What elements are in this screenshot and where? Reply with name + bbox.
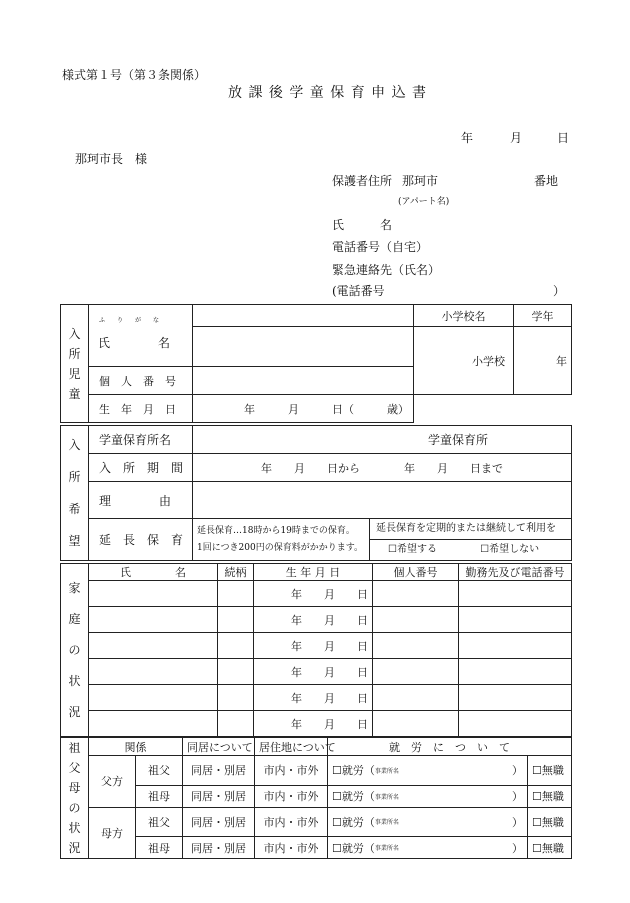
gp-relation: 祖父 xyxy=(136,756,183,786)
gp-cohabit-choice[interactable]: 同居・別居 xyxy=(183,837,255,859)
gp-residence-choice[interactable]: 市内・市外 xyxy=(255,807,328,837)
personal-no-field[interactable] xyxy=(193,367,414,395)
family-personal-no-field[interactable] xyxy=(373,659,459,685)
gp-work-field[interactable] xyxy=(328,837,528,859)
grandparents-section-label: 祖父母の状況 xyxy=(61,738,89,859)
grandparents-table xyxy=(60,737,572,859)
gp-work-close: ） xyxy=(512,764,523,778)
extension-question: 延長保育を定期的または継続して利用を xyxy=(370,519,571,540)
period-label: 入 所 期 間 xyxy=(89,454,193,482)
gp-cohabit-choice[interactable]: 同居・別居 xyxy=(183,756,255,786)
family-workplace-field[interactable] xyxy=(459,659,572,685)
family-birth-field[interactable]: 年 月 日 xyxy=(254,685,373,711)
gp-work-checkbox[interactable]: ☐就労（ xyxy=(332,815,375,829)
gp-work-small: 事業所名 xyxy=(374,767,399,775)
gp-none-checkbox[interactable]: ☐無職 xyxy=(528,837,572,859)
apartment-label: (アパート名) xyxy=(398,197,450,207)
school-field[interactable] xyxy=(414,327,514,395)
gp-cohabit-choice[interactable]: 同居・別居 xyxy=(183,785,255,807)
family-name-field[interactable] xyxy=(89,685,218,711)
child-name-label: 氏 名 xyxy=(98,336,171,350)
gp-work-small: 事業所名 xyxy=(374,845,399,852)
family-header-birth: 生 年 月 日 xyxy=(254,564,373,581)
gp-relation: 祖母 xyxy=(136,837,183,859)
family-personal-no-field[interactable] xyxy=(373,633,459,659)
family-birth-field[interactable]: 年 月 日 xyxy=(254,607,373,633)
gp-header-relation: 関係 xyxy=(89,738,183,756)
gp-header-cohabit: 同居について xyxy=(183,738,255,756)
school-suffix: 小学校 xyxy=(472,354,505,368)
extension-note-1: 延長保育…18時から19時までの保育。 xyxy=(197,525,355,536)
gp-residence-choice[interactable]: 市内・市外 xyxy=(255,837,328,859)
gp-relation: 祖母 xyxy=(136,785,183,807)
club-field[interactable]: 学童保育所 xyxy=(193,426,572,454)
gp-work-close: ） xyxy=(512,790,523,803)
phone-label: 電話番号（自宅） xyxy=(332,240,429,254)
addressee: 那珂市長 様 xyxy=(75,152,148,166)
family-personal-no-field[interactable] xyxy=(373,711,459,737)
birth-field[interactable]: 年 月 日（ 歳） xyxy=(193,395,414,423)
wish-table xyxy=(60,425,572,561)
form-title: 放 課 後 学 童 保 育 申 込 書 xyxy=(228,85,428,101)
family-row xyxy=(61,711,572,737)
family-name-field[interactable] xyxy=(89,633,218,659)
family-section-label: 家庭の状況 xyxy=(61,564,89,737)
school-header: 小学校名 xyxy=(414,305,514,327)
family-relation-field[interactable] xyxy=(218,633,254,659)
gp-work-field[interactable] xyxy=(328,807,528,837)
family-workplace-field[interactable] xyxy=(459,685,572,711)
family-relation-field[interactable] xyxy=(218,659,254,685)
child-name-field[interactable] xyxy=(193,327,414,367)
reason-label: 理 由 xyxy=(89,482,193,519)
emergency-phone-close: ） xyxy=(553,284,566,298)
family-personal-no-field[interactable] xyxy=(373,607,459,633)
family-name-field[interactable] xyxy=(89,711,218,737)
extension-yes-checkbox[interactable]: ☐希望する xyxy=(388,544,437,555)
child-section-label: 入所児童 xyxy=(61,305,89,423)
date-month: 月 xyxy=(510,131,523,145)
family-birth-field[interactable]: 年 月 日 xyxy=(254,711,373,737)
address-banchi: 番地 xyxy=(534,174,559,188)
grade-header: 学年 xyxy=(514,305,572,327)
family-row xyxy=(61,607,572,633)
family-table xyxy=(60,563,572,737)
extension-note xyxy=(193,519,370,561)
address-city: 那珂市 xyxy=(402,174,439,188)
child-table xyxy=(60,304,572,423)
grade-field[interactable] xyxy=(514,327,572,395)
gp-work-field[interactable] xyxy=(328,785,528,807)
date-year: 年 xyxy=(461,131,474,145)
gp-relation: 祖父 xyxy=(136,807,183,837)
family-header-personal-no: 個人番号 xyxy=(373,564,459,581)
family-relation-field[interactable] xyxy=(218,711,254,737)
period-field[interactable]: 年 月 日から 年 月 日まで xyxy=(193,454,572,482)
grade-suffix: 年 xyxy=(556,354,567,368)
gp-work-small: 事業所名 xyxy=(374,819,399,827)
gp-work-small: 事業所名 xyxy=(374,793,399,801)
wish-section-label: 入所希望 xyxy=(61,426,89,561)
gp-work-checkbox[interactable]: ☐就労（ xyxy=(332,764,375,778)
emergency-label: 緊急連絡先（氏名） xyxy=(332,263,441,277)
gp-work-field[interactable] xyxy=(328,756,528,786)
family-header-name: 氏 名 xyxy=(89,564,218,581)
personal-no-label: 個 人 番 号 xyxy=(89,367,193,395)
club-label: 学童保育所名 xyxy=(89,426,193,454)
applicant-name-label: 氏 名 xyxy=(332,218,393,232)
family-workplace-field[interactable] xyxy=(459,607,572,633)
gp-residence-choice[interactable]: 市内・市外 xyxy=(255,785,328,807)
reason-field[interactable] xyxy=(193,482,572,519)
furigana-field[interactable] xyxy=(193,305,414,327)
family-name-field[interactable] xyxy=(89,581,218,607)
family-row xyxy=(61,581,572,607)
extension-label: 延 長 保 育 xyxy=(89,519,193,561)
family-row xyxy=(61,633,572,659)
family-name-field[interactable] xyxy=(89,659,218,685)
extension-note-2: 1回につき200円の保育料がかかります。 xyxy=(197,542,364,553)
family-relation-field[interactable] xyxy=(218,581,254,607)
family-personal-no-field[interactable] xyxy=(373,685,459,711)
gp-work-close: ） xyxy=(512,841,523,855)
date-day: 日 xyxy=(557,131,570,145)
gp-cohabit-choice[interactable]: 同居・別居 xyxy=(183,807,255,837)
family-header-relation: 続柄 xyxy=(218,564,254,581)
emergency-phone-label: (電話番号 xyxy=(332,284,385,298)
gp-residence-choice[interactable]: 市内・市外 xyxy=(255,756,328,786)
family-relation-field[interactable] xyxy=(218,607,254,633)
family-header-workplace: 勤務先及び電話番号 xyxy=(459,564,572,581)
address-label: 保護者住所 xyxy=(332,174,393,188)
family-relation-field[interactable] xyxy=(218,685,254,711)
family-birth-field[interactable]: 年 月 日 xyxy=(254,581,373,607)
extension-no-checkbox[interactable]: ☐希望しない xyxy=(480,544,540,555)
family-birth-field[interactable]: 年 月 日 xyxy=(254,633,373,659)
family-row xyxy=(61,685,572,711)
birth-label: 生 年 月 日 xyxy=(89,395,193,423)
gp-none-checkbox[interactable]: ☐無職 xyxy=(528,785,572,807)
form-number: 様式第１号（第３条関係） xyxy=(62,68,207,82)
gp-header-work: 就 労 に つ い て xyxy=(328,738,572,756)
gp-work-checkbox[interactable]: ☐就労（ xyxy=(332,841,375,855)
gp-work-close: ） xyxy=(512,815,523,829)
family-workplace-field[interactable] xyxy=(459,633,572,659)
mother-side-label: 母方 xyxy=(89,807,136,859)
gp-header-residence: 居住地について xyxy=(255,738,328,756)
gp-none-checkbox[interactable]: ☐無職 xyxy=(528,756,572,786)
family-birth-field[interactable]: 年 月 日 xyxy=(254,659,373,685)
family-workplace-field[interactable] xyxy=(459,581,572,607)
family-name-field[interactable] xyxy=(89,607,218,633)
family-workplace-field[interactable] xyxy=(459,711,572,737)
furigana-label: ふ り が な xyxy=(99,317,160,324)
gp-work-checkbox[interactable]: ☐就労（ xyxy=(332,790,375,803)
father-side-label: 父方 xyxy=(89,756,136,808)
family-personal-no-field[interactable] xyxy=(373,581,459,607)
gp-none-checkbox[interactable]: ☐無職 xyxy=(528,807,572,837)
family-row xyxy=(61,659,572,685)
